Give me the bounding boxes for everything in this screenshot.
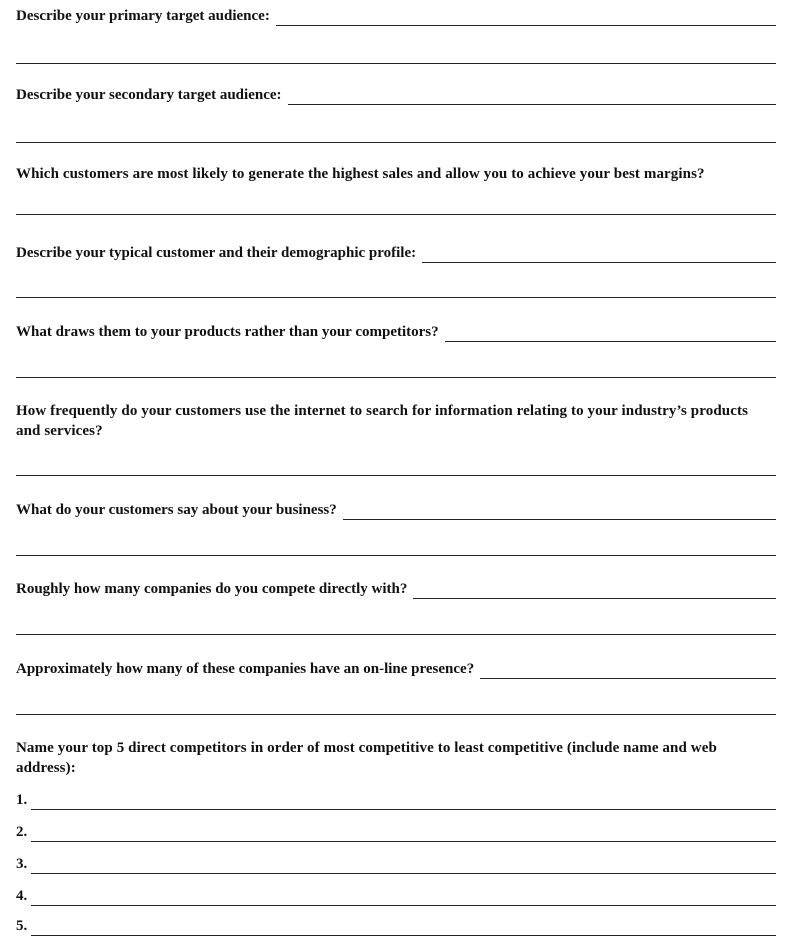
- question-primary-audience: [16, 6, 776, 26]
- question-label: Which customers are most likely to generate the highest sales and allow you to achieve your best margins?: [16, 166, 705, 182]
- competitor-entry-4: [16, 886, 776, 906]
- question-customer-feedback: [16, 500, 776, 520]
- question-label: What do your customers say about your business?: [16, 502, 337, 518]
- question-best-customers: [16, 164, 776, 184]
- competitor-answer-line[interactable]: [31, 860, 776, 874]
- question-label: Describe your primary target audience:: [16, 8, 270, 24]
- answer-line[interactable]: [288, 91, 776, 105]
- question-label: Roughly how many companies do you compete directly with?: [16, 581, 408, 597]
- competitor-entry-5: [16, 916, 776, 936]
- answer-line[interactable]: [16, 377, 776, 378]
- question-typical-customer: [16, 243, 776, 263]
- answer-line[interactable]: [16, 63, 776, 64]
- question-label: Describe your typical customer and their demographic profile:: [16, 245, 417, 261]
- answer-line[interactable]: [16, 634, 776, 635]
- competitor-number: 2.: [16, 824, 28, 840]
- question-internet-usage: [16, 401, 776, 441]
- answer-line[interactable]: [16, 142, 776, 143]
- answer-line[interactable]: [16, 297, 776, 298]
- competitor-number: 1.: [16, 792, 28, 808]
- question-label: What draws them to your products rather than your competitors?: [16, 324, 439, 340]
- answer-line[interactable]: [413, 585, 776, 599]
- answer-line[interactable]: [422, 249, 776, 263]
- question-draws-customers: [16, 322, 776, 342]
- question-top-competitors: [16, 738, 776, 778]
- answer-line[interactable]: [16, 475, 776, 476]
- question-label: Name your top 5 direct competitors in order of most competitive to least competitive (include name and web address):: [16, 740, 717, 776]
- answer-line[interactable]: [445, 328, 776, 342]
- question-online-presence: [16, 659, 776, 679]
- question-label: Describe your secondary target audience:: [16, 87, 282, 103]
- question-competitor-count: [16, 579, 776, 599]
- answer-line[interactable]: [480, 665, 776, 679]
- competitor-answer-line[interactable]: [31, 796, 776, 810]
- answer-line[interactable]: [343, 506, 776, 520]
- question-secondary-audience: [16, 85, 776, 105]
- competitor-number: 5.: [16, 918, 28, 934]
- competitor-answer-line[interactable]: [31, 892, 776, 906]
- competitor-entry-2: [16, 822, 776, 842]
- competitor-entry-3: [16, 854, 776, 874]
- answer-line[interactable]: [276, 12, 776, 26]
- competitor-number: 3.: [16, 856, 28, 872]
- answer-line[interactable]: [16, 555, 776, 556]
- answer-line[interactable]: [16, 214, 776, 215]
- competitor-entry-1: [16, 790, 776, 810]
- competitor-answer-line[interactable]: [31, 922, 776, 936]
- question-label: How frequently do your customers use the internet to search for information relating to your industry’s products and services?: [16, 403, 749, 439]
- competitor-number: 4.: [16, 888, 28, 904]
- competitor-answer-line[interactable]: [31, 828, 776, 842]
- question-label: Approximately how many of these companies have an on-line presence?: [16, 661, 475, 677]
- answer-line[interactable]: [16, 714, 776, 715]
